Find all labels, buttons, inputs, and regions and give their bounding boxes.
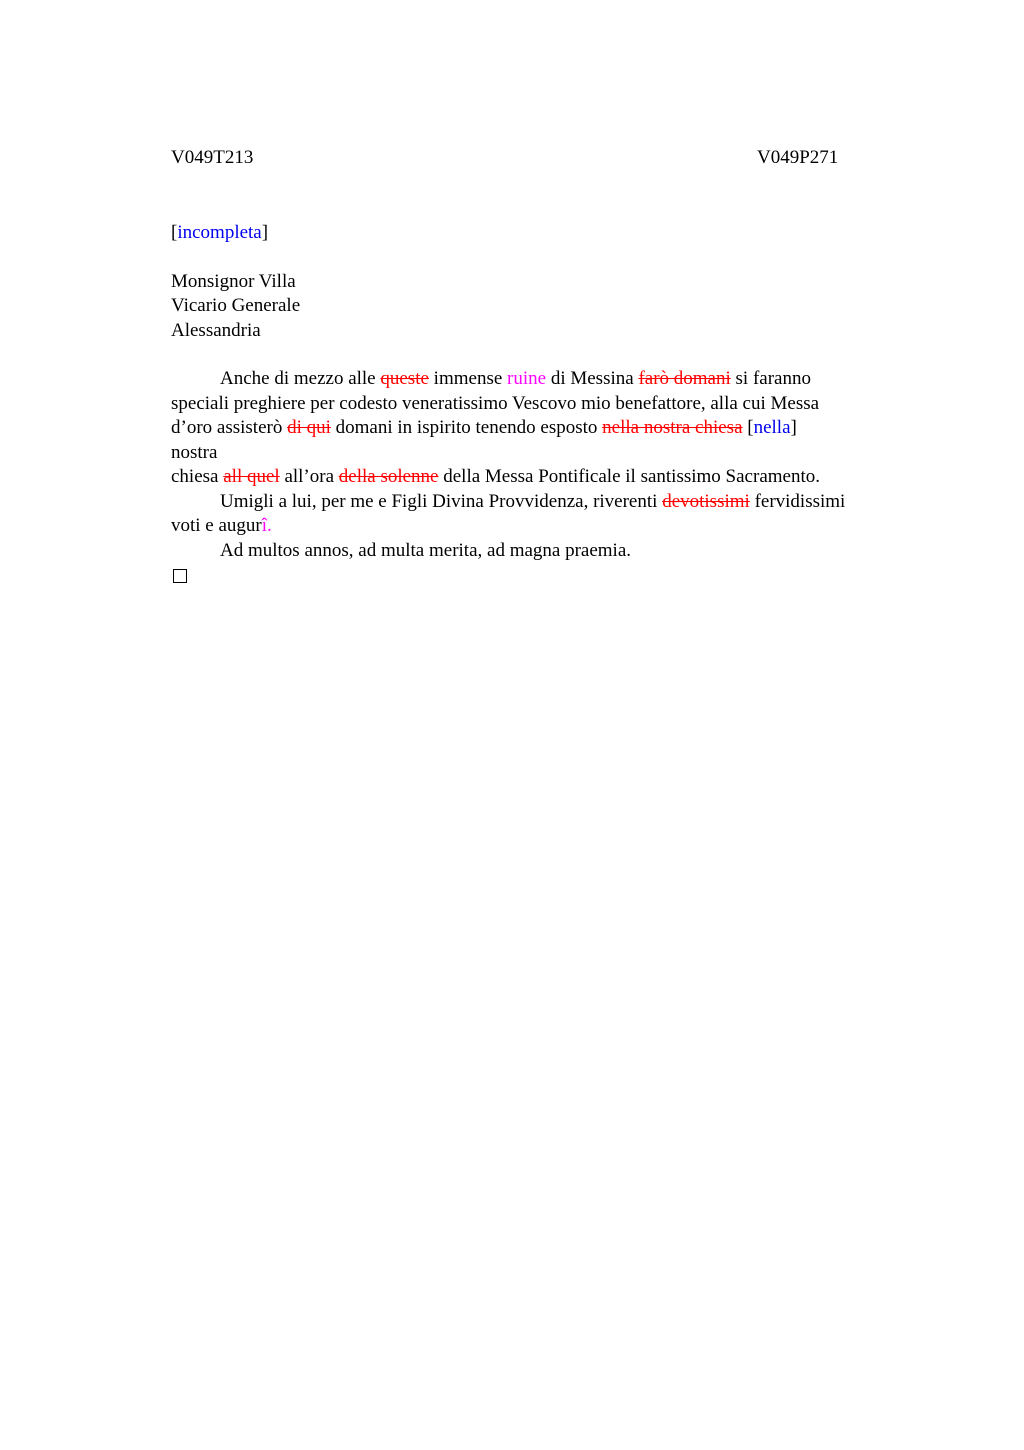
paragraph-2-line-2 [171,514,911,539]
text-run: voti e augur [171,515,262,536]
paragraph-1-line-1 [171,367,911,392]
deleted-text: della solenne [338,466,439,487]
recipient-name: Monsignor Villa [171,271,296,292]
recipient-title: Vicario Generale [171,295,301,317]
deleted-text: farò domani [638,368,731,389]
note-open-bracket: [ [747,417,754,438]
status-note [171,221,268,245]
text-run: Anche di mezzo alle [220,368,381,389]
status-open-bracket: [ [171,222,178,243]
paragraph-2-line-1 [171,490,911,515]
text-run: Umigli a lui, per me e Figli Divina Provvidenza, riverenti [220,490,663,512]
paragraph-3-line-1: Ad multos annos, ad multa merita, ad magna praemia. [220,539,632,561]
text-run: si faranno [730,368,811,389]
deleted-text: di qui [287,417,331,438]
letter-body [171,367,911,583]
inserted-text: î. [261,515,272,536]
inserted-text: ruine [507,368,547,389]
text-run: d’oro assisterò [171,417,288,438]
text-run: fervidissimi [749,490,846,512]
recipient-place: Alessandria [171,319,261,341]
editor-note: nella [753,417,791,438]
status-close-bracket: ] [261,222,269,243]
document-code-right: V049P271 [757,147,839,168]
text-run: chiesa [171,466,224,487]
text-run: immense [428,368,508,389]
recipient-address [171,270,300,343]
paragraph-1-line-3 [171,416,911,441]
deleted-text: all quel [223,466,280,487]
deleted-text: devotissimi [662,490,750,512]
paragraph-1-line-2: speciali preghiere per codesto veneratissimo Vescovo mio benefattore, alla cui Messa [171,392,820,414]
deleted-text: queste [380,368,429,389]
paragraph-1-line-5 [171,465,911,490]
document-code-left: V049T213 [171,147,254,168]
deleted-text: nella nostra chiesa [602,417,743,438]
text-run: domani in ispirito tenendo esposto [330,417,603,438]
text-run: della Messa Pontificale il santissimo Sacramento. [438,466,820,487]
end-of-document-box-icon [173,569,187,583]
status-label: incompleta [177,222,262,243]
text-run: di Messina [546,368,639,389]
note-close-bracket: ] [790,417,797,438]
text-run: all’ora [279,466,339,487]
paragraph-1-line-4: nostra [171,441,218,463]
